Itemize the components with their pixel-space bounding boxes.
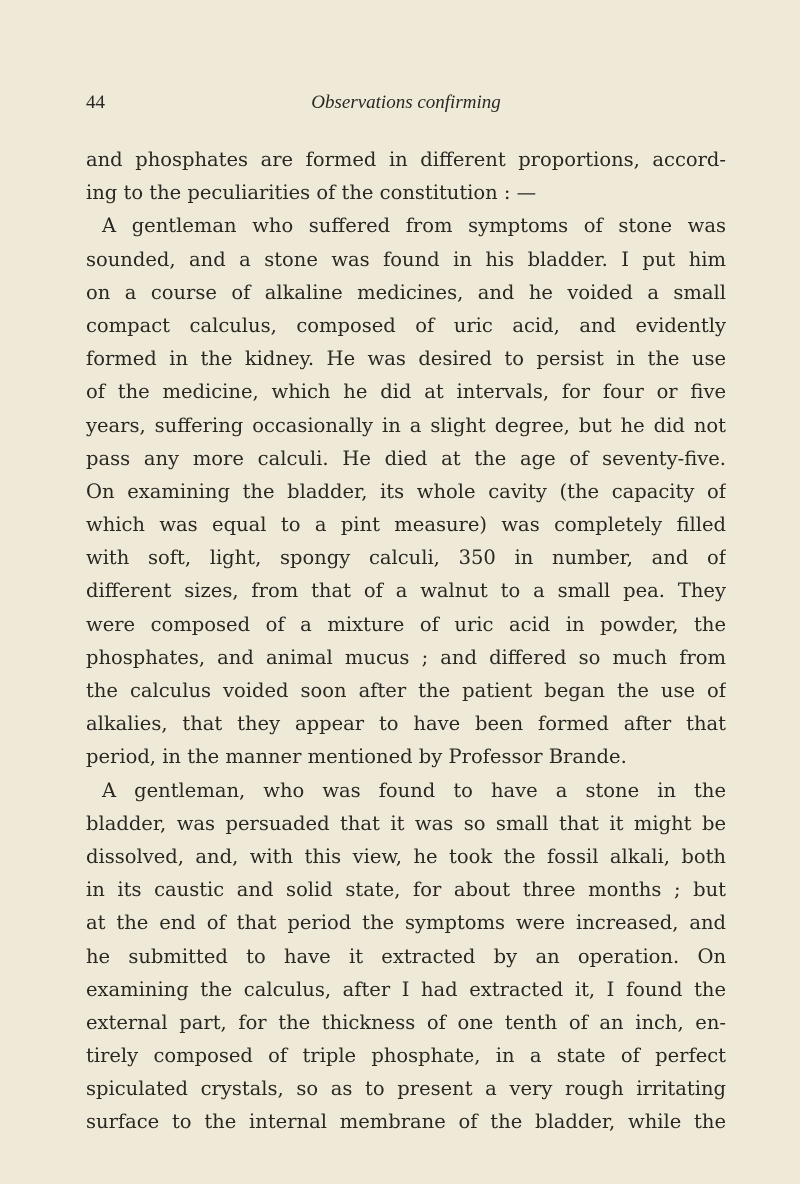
text-line: alkalies, that they appear to have been formed after that: [86, 712, 726, 736]
text-line: and phosphates are formed in different proportions, accord-: [86, 148, 726, 171]
text-line: with soft, light, spongy calculi, 350 in number, and of: [86, 546, 726, 570]
page-number: 44: [86, 92, 105, 113]
text-line: compact calculus, composed of uric acid, and evidently: [86, 313, 726, 337]
text-line: in its caustic and solid state, for about three months ; but: [86, 878, 726, 902]
text-line: surface to the internal membrane of the bladder, while the: [86, 1110, 726, 1134]
text-line: the calculus voided soon after the patient began the use of: [86, 679, 726, 702]
text-line: tirely composed of triple phosphate, in a state of perfect: [86, 1044, 726, 1068]
text-line: external part, for the thickness of one tenth of an inch, en-: [86, 1010, 726, 1034]
text-line: different sizes, from that of a walnut to a small pea. They: [86, 579, 726, 603]
text-line: ing to the peculiarities of the constitution : —: [86, 181, 537, 205]
text-line: On examining the bladder, its whole cavity (the capacity of: [86, 479, 726, 503]
text-line: pass any more calculi. He died at the age of seventy-five.: [86, 446, 726, 470]
text-line: of the medicine, which he did at intervals, for four or five: [86, 380, 726, 404]
body-text: [86, 143, 726, 1139]
running-head: [86, 92, 726, 118]
text-line: at the end of that period the symptoms were increased, and: [86, 911, 726, 935]
text-line: years, suffering occasionally in a slight degree, but he did not: [86, 413, 726, 437]
text-line: A gentleman, who was found to have a stone in the: [102, 778, 726, 802]
text-line: bladder, was persuaded that it was so small that it might be: [86, 811, 726, 835]
text-line: spiculated crystals, so as to present a very rough irritating: [86, 1077, 726, 1101]
text-line: sounded, and a stone was found in his bladder. I put him: [86, 247, 726, 271]
text-line: examining the calculus, after I had extracted it, I found the: [86, 977, 726, 1001]
text-line: formed in the kidney. He was desired to persist in the use: [86, 347, 726, 371]
text-line: dissolved, and, with this view, he took the fossil alkali, both: [86, 844, 726, 868]
text-line: on a course of alkaline medicines, and he voided a small: [86, 280, 726, 304]
running-title: Observations confirming: [311, 92, 501, 113]
text-line: which was equal to a pint measure) was completely filled: [86, 513, 726, 537]
text-line: he submitted to have it extracted by an operation. On: [86, 944, 726, 968]
text-line: A gentleman who suffered from symptoms of stone was: [102, 214, 726, 238]
text-line: were composed of a mixture of uric acid in powder, the: [86, 612, 726, 636]
text-line: phosphates, and animal mucus ; and differed so much from: [86, 645, 726, 669]
text-line: period, in the manner mentioned by Professor Brande.: [86, 745, 627, 769]
